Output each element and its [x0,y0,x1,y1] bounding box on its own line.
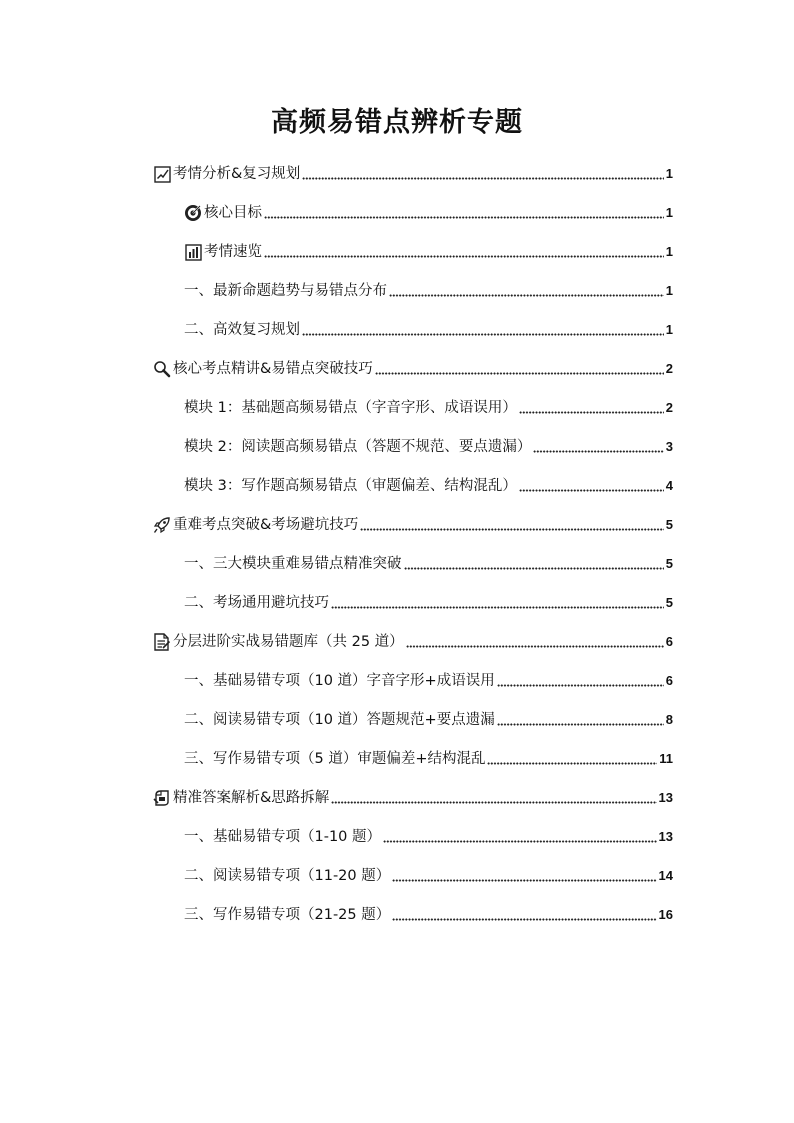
toc-entry-label: 二、阅读易错专项（10 道）答题规范+要点遗漏 [184,712,495,728]
rocket-icon [153,516,171,534]
toc-leader-dots [519,407,664,417]
toc-page-number: 1 [665,244,673,259]
toc-entry-label: 一、三大模块重难易错点精准突破 [184,556,402,572]
toc-entry-core-topics[interactable] [153,357,673,381]
toc-entry-label: 精准答案解析&思路拆解 [173,790,330,806]
toc-page-number: 5 [665,517,673,532]
toc-leader-dots [487,758,657,768]
toc-entry-writing-set[interactable] [184,747,673,771]
toc-entry-exam-tips[interactable] [184,591,673,615]
toc-page-number: 1 [665,283,673,298]
toc-entry-module-1[interactable] [184,396,673,420]
toc-leader-dots [392,875,656,885]
toc-page-number: 11 [659,751,673,766]
toc-page-number: 14 [658,868,673,883]
toc-page-number: 6 [665,634,673,649]
toc-leader-dots [264,212,664,222]
toc-entry-label: 一、基础易错专项（1-10 题） [184,829,382,845]
memo-icon [153,633,171,651]
notes-icon [153,789,171,807]
toc-entry-label: 考情速览 [204,244,262,260]
toc-leader-dots [497,719,664,729]
toc-entry-label: 模块 1：基础题高频易错点（字音字形、成语误用） [184,400,517,416]
toc-page-number: 1 [665,205,673,220]
page-title: 高频易错点辨析专题 [271,107,523,138]
toc-entry-answers-writing[interactable] [184,903,673,927]
toc-page-number: 1 [665,322,673,337]
toc-leader-dots [406,641,664,651]
toc-page-number: 4 [665,478,673,493]
toc-leader-dots [404,563,664,573]
toc-entry-three-modules[interactable] [184,552,673,576]
toc-entry-label: 三、写作易错专项（5 道）审题偏差+结构混乱 [184,751,486,767]
toc-page-number: 5 [665,595,673,610]
toc-page-number: 2 [665,400,673,415]
toc-entry-label: 模块 3：写作题高频易错点（审题偏差、结构混乱） [184,478,517,494]
toc-leader-dots [331,797,656,807]
toc-page-number: 16 [658,907,673,922]
toc-entry-label: 二、阅读易错专项（11-20 题） [184,868,391,884]
toc-entry-label: 模块 2：阅读题高频易错点（答题不规范、要点遗漏） [184,439,532,455]
toc-leader-dots [497,680,664,690]
toc-entry-basic-set[interactable] [184,669,673,693]
toc-page-number: 1 [665,166,673,181]
toc-entry-exam-overview[interactable] [184,240,673,264]
toc-leader-dots [533,446,663,456]
toc-entry-label: 重难考点突破&考场避坑技巧 [173,517,359,533]
target-icon [184,204,202,222]
toc-entry-question-bank[interactable] [153,630,673,654]
toc-entry-key-difficulties[interactable] [153,513,673,537]
toc-leader-dots [389,290,664,300]
toc-entry-label: 核心考点精讲&易错点突破技巧 [173,361,373,377]
toc-page-number: 3 [665,439,673,454]
toc-page-number: 2 [665,361,673,376]
toc-page-number: 13 [658,790,673,805]
toc-entry-exam-analysis[interactable] [153,162,673,186]
toc-entry-label: 三、写作易错专项（21-25 题） [184,907,391,923]
toc-leader-dots [360,524,663,534]
toc-entry-answers-basic[interactable] [184,825,673,849]
toc-entry-core-goals[interactable] [184,201,673,225]
toc-entry-reading-set[interactable] [184,708,673,732]
toc-leader-dots [331,602,664,612]
toc-leader-dots [519,485,664,495]
toc-entry-label: 一、基础易错专项（10 道）字音字形+成语误用 [184,673,495,689]
toc-entry-label: 一、最新命题趋势与易错点分布 [184,283,387,299]
toc-entry-label: 核心目标 [204,205,262,221]
toc-page-number: 6 [665,673,673,688]
toc-page-number: 13 [658,829,673,844]
bar-chart-icon [184,243,202,261]
magnifier-icon [153,360,171,378]
toc-page-number: 8 [665,712,673,727]
toc-leader-dots [383,836,657,846]
toc-entry-label: 分层进阶实战易错题库（共 25 道） [173,634,404,650]
toc-entry-module-3[interactable] [184,474,673,498]
toc-leader-dots [392,914,656,924]
toc-leader-dots [302,329,664,339]
toc-leader-dots [375,368,664,378]
toc-entry-label: 二、高效复习规划 [184,322,300,338]
toc-entry-trends[interactable] [184,279,673,303]
toc-entry-answers-reading[interactable] [184,864,673,888]
toc-entry-label: 考情分析&复习规划 [173,166,301,182]
checkbox-check-icon [153,165,171,183]
toc-entry-review-plan[interactable] [184,318,673,342]
toc-entry-label: 二、考场通用避坑技巧 [184,595,329,611]
toc-leader-dots [264,251,664,261]
toc-leader-dots [302,173,663,183]
toc-page-number: 5 [665,556,673,571]
toc-entry-module-2[interactable] [184,435,673,459]
toc-entry-answer-analysis[interactable] [153,786,673,810]
